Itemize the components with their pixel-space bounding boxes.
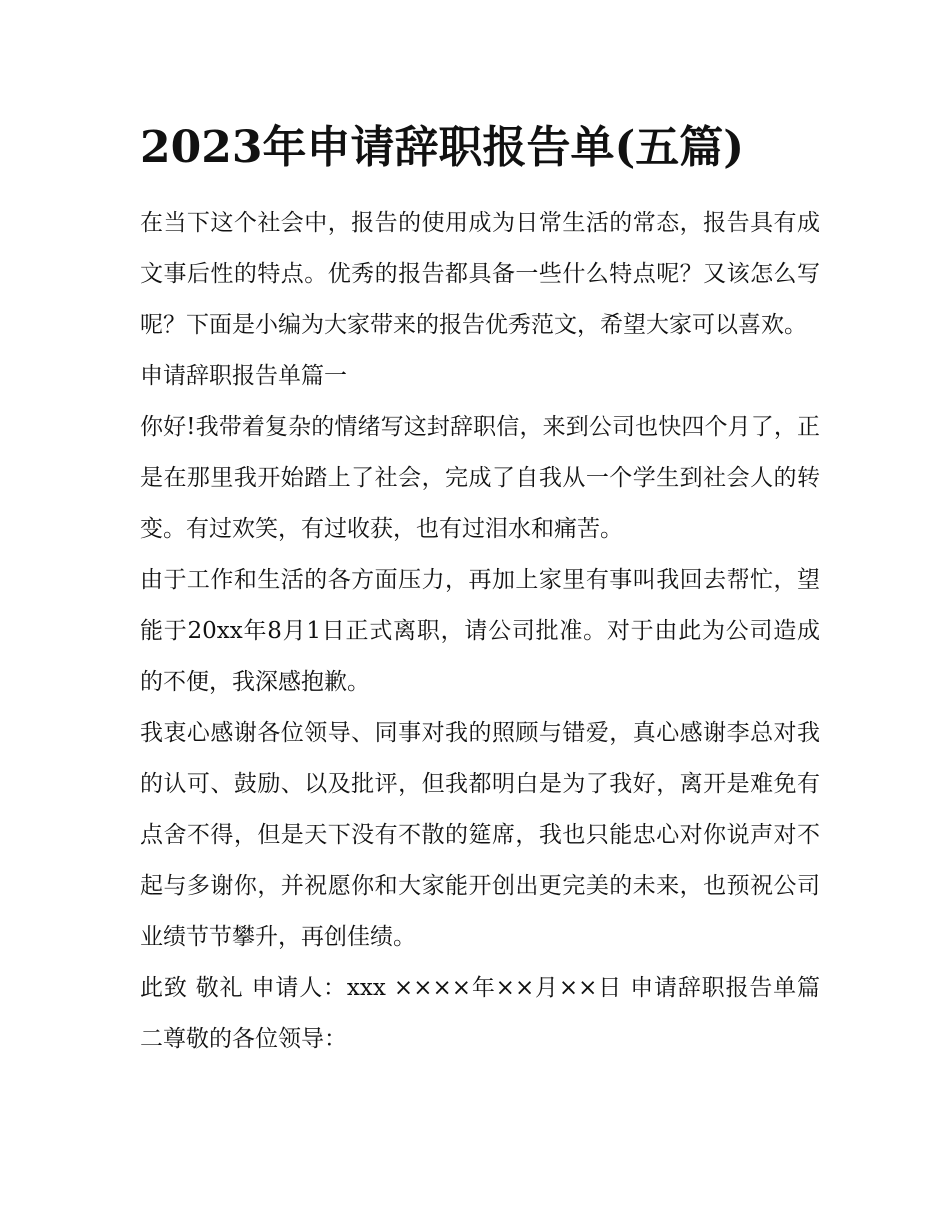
document-body (140, 198, 820, 1065)
body-paragraph: 你好!我带着复杂的情绪写这封辞职信，来到公司也快四个月了，正是在那里我开始踏上了社会，完成了自我从一个学生到社会人的转变。有过欢笑，有过收获，也有过泪水和痛苦。 (140, 414, 820, 542)
document-title: 2023年申请辞职报告单(五篇) (140, 122, 745, 173)
intro-paragraph: 在当下这个社会中，报告的使用成为日常生活的常态，报告具有成文事后性的特点。优秀的报告都具备一些什么特点呢？又该怎么写呢？下面是小编为大家带来的报告优秀范文，希望大家可以喜欢。 (140, 210, 820, 338)
closing-paragraph: 此致 敬礼 申请人：xxx ××××年××月××日 申请辞职报告单篇二尊敬的各位领导： (140, 975, 820, 1052)
body-paragraph: 我衷心感谢各位领导、同事对我的照顾与错爱，真心感谢李总对我的认可、鼓励、以及批评，但我都明白是为了我好，离开是难免有点舍不得，但是天下没有不散的筵席，我也只能忠心对你说声对不起与多谢你，并祝愿你和大家能开创出更完美的未来，也预祝公司业绩节节攀升，再创佳绩。 (140, 720, 820, 950)
body-paragraph: 由于工作和生活的各方面压力，再加上家里有事叫我回去帮忙，望能于20xx年8月1日正式离职，请公司批准。对于由此为公司造成的不便，我深感抱歉。 (140, 567, 820, 695)
section-heading-1: 申请辞职报告单篇一 (140, 363, 347, 389)
